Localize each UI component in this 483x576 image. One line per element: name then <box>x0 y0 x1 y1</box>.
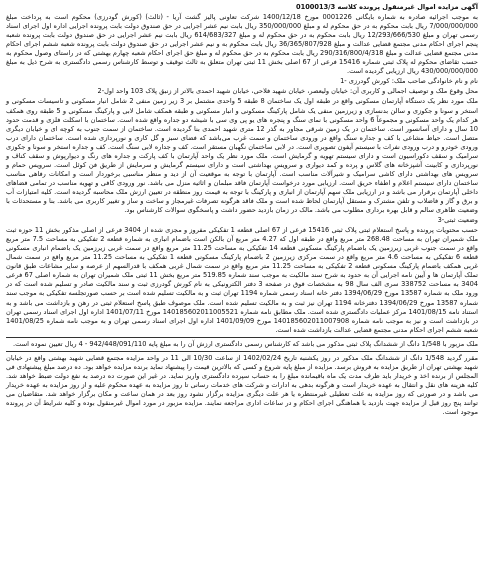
registration-details: حسب محتویات پرونده و پاسخ استعلام ثبتی پلاک ثبتی 15416 فرعی از 67 اصلی قطعه 1 تفکیکی مفروز و مجزی شده از 3404 فرعی از اصلی مذکور بخش 11 حوزه ثبت ملک شمیران تهران به مساحت 268.48 متر مربع واقع در طبقه اول که 4.27 متر مربع آن بالکن است باضمام انباری به شماره قطعه 2 تفکیکی به مساحت 7.5 متر مربع واقع در سمت جنوب غربی زیرزمین یک باضمام پارکینگ مسکونی قطعه 14 تفکیکی به مساحت 11.25 متر مربع واقع در سمت غربی زیرزمین یک باضمام انباری مسکونی قطعه 6 تفکیکی به مساحت 4.6 متر مربع واقع در سمت مرکزی زیرزمین 2 باضمام پارکینگ مسکونی قطعه 1 تفکیکی به مساحت 11.25 متر مربع واقع در سمت شمال غربی همکف باضمام پارکینگ مسکونی قطعه 2 تفکیکی به مساحت 11.25 متر مربع واقع در سمت شمال غربی همکف با قدرالسهم از عرصه و سایر مشاعات طبق قانون تملک آپارتمان ها و آیین نامه اجرایی آن به حدود به شرح سند مالکیت به موجب سند شماره 519.85 متر مربع بخش 11 ثبتی ملک شمیران تهران به شماره اصلی 67 فرعی 3404 به مساحت 338752 سری الف سال 98 به مشخصات فوق در صفحه 3 دفتر الکترونیکی به نام کورش گودرزی ثبت و سند مالکیت صادر و تسلیم شده است که در ورود ملک به شماره 13587 مورخ 1394/06/29 دفتر خانه اسناد رسمی شماره 1194 تهران ثبت و به مالکیت تسلیم شده است بر حسب صورتجلسه تفکیکی به موجب سند شماره 13587 مورخ 1394/06/29 دفترخانه 1194 تهران نیز ثبت و به مالکیت تسلیم شده است. ملک موصوف طبق پاسخ استعلام ثبتی در رهن و بازداشت می باشد و به استناد نامه 1401/08/15 مرکز عملیات دادگستری شده است. ملک مطابق نامه شماره 140185602011005521 مورخ 1401/07/11 اداره اول اجرای اسناد رسمی تهران در بازداشت است و نیز به موجب نامه شماره 140185602011007908 مورخ 1401/09/09 اداره اول اجرای اسناد رسمی تهران و به موجب نامه شماره 1401/08/25 شعبه ششم اجرای احکام مدنی مجتمع قضایی عدالت بازداشت شده است. <box>6 226 479 334</box>
property-description: ملک مورد نظر یک دستگاه آپارتمان مسکونی واقع در طبقه اول یک ساختمان 8 طبقه 5 واحدی مشتمل بر 3 زیر زمین منفی 2 شامل انبار مسکونی و تاسیسات مسکونی و استخر و سونا و جکوزی و سالن بدنسازی و زیرزمین منفی یک شامل پارکینگ مسکونی و انبار مسکونی و طبقه همکف شامل لابی و پارکینگ مسکونی و 5 طبقه روی همکف هر کدام یک واحد مسکونی و مجموعاً 6 واحد مسکونی با نمای سنگ و پنجره های یو پی وی سی با شیشه دو جداره واقع شده است. ساختمان با اسکلت فلزی و قدمت حدود 10 سال و دارای آسانسور است. ساختمان در یک زمین شرقی مجاور به گذر 12 متری شهید احمدی بنا گردیده است. ساختمان از سمت جنوب به کوچه ای و خیابان دیگری متصل است. حیاط مشاعی با کف و جداره سنگ واقع در ورودی ساختمان و سمت غرب می‌باشد که فضای سبز و گل کاری و نورپردازی شده است. ساختمان دارای درب ورودی خودرو و درب ورودی نفرات با سیستم آیفون تصویری است. در لابی ساختمان نگهبان مستقر است. کف و جداره لابی سنگ است. کف و جداره استخر و سونا و جکوزی سرامیک و سقف دکوراسیون است و دارای سیستم تهویه و گرمایش است. ملک مورد نظر یک واحد آپارتمان با کف پارکت و جداره های رنگ و دیوارپوش و سقف کناف و نورپردازی و کابینت آشپزخانه های گلاس و پرده و کمد دیواری و سرویس بهداشتی است و دارای سیستم گرمایش و سرمایش از طریق فن کوئل است. سرویس حمام و سرویس های بهداشتی دارای کاشی سرامیک و شیرآلات مناسب است. آپارتمان با توجه به موقعیت آن از دید و منظر مناسبی برخوردار است و امکانات رفاهی مناسب ساختمان دارای سیستم اعلام و اطفاء حریق است. ارزیابی مورد درخواست آپارتمان فاقد مبلمان و اثاثیه منزل می باشد. نور ورودی کافی و تهویه مناسب در تمامی فضاهای داخلی آپارتمان برقرار می باشد و در ارزیابی ملک سهم آپارتمان از انباری و پارکینگ با توجه به قیمت روز منطقه در تعیین ارزش ملک محاسبه گردیده است. کلیه امتیازات آب و برق و گاز و فاضلاب و تلفن مشترک و مستقل آپارتمان لحاظ شده است و ملک فاقد هرگونه تصرفات غیرمجاز و ساخت و ساز و تغییر کاربری می باشد. بنا و مستحدثات با وضعیت ظاهری سالم و قابل بهره برداری مطلوب می باشد. مالک در زمان بازدید حضور داشت و پاسخگوی سوالات کارشناس بود. <box>6 97 478 215</box>
section-owner-title: نام و نام خانوادگی صاحب ملک: کورش گودرزی -1 <box>340 77 478 86</box>
divider <box>6 337 478 338</box>
valuation-text: ملک مزبور با 1/548 دانگ از ششدانگ پلاک ثبتی مذکور می باشد که کارشناس رسمی دادگستری ارزش آن را به مبلغ پایه 942/448/091/110 - 4 ریال تعیین نموده است. <box>13 339 478 348</box>
auction-terms: مقرر گردید 1/548 دانگ از ششدانگ ملک مذکور در روز یکشنبه تاریخ 1402/02/24 از ساعت 10/30 الی 11 در واحد مزایده مجتمع قضایی شهید بهشتی واقع در خیابان شهید بهشتی تهران از طریق مزایده به فروش برسد. مزایده از مبلغ پایه شروع و کسی که بالاترین قیمت را پیشنهاد نماید برنده مزایده خواهد بود. ده درصد مبلغ پیشنهادی فی المجلس از برنده اخذ و خریدار باید ظرف مدت یک ماه باقیمانده مبلغ را به حساب سپرده دادگستری واریز نماید. در غیر این صورت ده درصد به نفع دولت ضبط خواهد شد. کلیه هزینه های نقل و انتقال به عهده خریدار است و هرگونه بدهی به ادارات و شرکت های خدمات رسانی تا روز مزایده به عهده محکوم علیه و از روز مزایده به عهده خریدار می باشد و در صورتی که روز مزایده به علت تعطیلی غیرمنتظره یا هر علت دیگری مزایده برگزار نشود روز بعد در همان ساعت و مکان برگزار خواهد شد. متقاضیان می توانند پنج روز قبل از مزایده جهت بازدید با هماهنگی اجرای احکام و در ساعات اداری مراجعه نمایند. مزایده مزبور در مورد اموال غیرمنقول بوده و کلیه شرایط آن در پرونده موجود است. <box>6 353 478 417</box>
section-registration-title: وضعیت ثبتی-3 <box>437 216 478 225</box>
intro-paragraph: به موجب اجرائیه صادره به شماره بایگانی 0001226 مورخ 1400/12/18 شرکت تعاونی پالیز گشت آریا - (ثالث) (کورش گودرزی) محکوم است به پرداخت مبلغ 7/000/000/000 ریال بابت محکوم به در حق محکوم له و مبلغ 350/000/000 ریال بابت نیم عشر اجرایی در حق صندوق دولت بابت پرونده اجرایی اداره اول اجرای اسناد رسمی تهران و مبلغ 12/293/666/530 ریال بابت محکوم به در حق محکوم له و مبلغ 614/683/327 ریال بابت نیم عشر اجرایی در حق صندوق دولت بابت پرونده شعبه پنجم اجرای احکام مدنی مجتمع قضایی عدالت و مبلغ 36/365/807/928 ریال بابت محکوم به و نیم عشر اجرایی در حق صندوق دولت بابت پرونده شعبه ششم اجرای احکام مدنی مجتمع قضایی عدالت و مبلغ 290/316/800/4/318 ریال بابت محکوم به در حق محکوم له و مبلغ حق اجرای احکام شعبه چهارم بهشتی که در راستای وصول محکوم به حسب تقاضای محکوم له پلاک ثبتی شماره 15416 فرعی از 67 اصلی بخش 11 ثبتی تهران متعلق به ثالث توقیف و توسط کارشناس رسمی دادگستری به شرح ذیل به مبلغ 430/000/000/000 ریال ارزیابی گردیده است. <box>6 13 479 76</box>
notice-header: آگهی مزایده اموال غیرمنقول پرونده کلاسه 0100013/3 <box>296 3 478 11</box>
section-location: محل وقوع ملک و توصیف اجمالی و کاربری آن: خیابان ولیعصر، خیابان شهید فلاحی، خیابان شهید احمدی بالاتر از زنبق پلاک 103 واحد اول-2 <box>97 87 478 96</box>
divider <box>6 351 478 352</box>
